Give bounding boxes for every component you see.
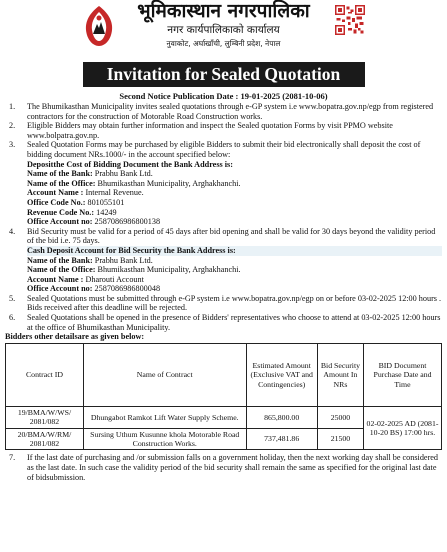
municipality-name: भूमिकास्थान नगरपालिका	[137, 0, 310, 22]
col-contract-id: Contract ID	[6, 343, 84, 406]
clause-1: 1. The Bhumikasthan Municipality invites sealed quotations through e-GP system i.e www.bopatra.gov.np/egp from registered contractors for the construction of Motorable Road Construction works.	[9, 102, 434, 121]
bidding-account-heading: Depositthe Cost of Bidding Document the Bank Address is:	[27, 159, 233, 169]
clause-3: 3. Sealed Quotation Forms may be purchased by eligible Bidders to submit their bid electronically shall deposit the cost of bidding document NRs.1000/- in the account specified below:	[9, 140, 421, 159]
contract-name-cell: Dhungabot Ramkot Lift Water Supply Scheme.	[83, 406, 246, 428]
bid-security-account: Cash Deposit Account for Bid Security the Bank Address is: Name of the Bank: Prabhu Bank Ltd. Name of the Office: Bhumikasthan Municipality, Arghakhanchi. Account Name : Dharouti Account Office Account no: 2587086986800048	[5, 246, 442, 294]
clause-4: 4. Bid Security must be valid for a period of 45 days after bid opening and shall be valid for 30 days beyond the validity period of the bid i.e. 75 days.	[9, 226, 436, 246]
clause-6: 6. Sealed Quotations shall be opened in the presence of Bidders' representatives who choose to attend at 03-02-2025 12:00 hours at the office of Bhumikasthan Municipality.	[9, 313, 441, 332]
bidders-details-heading: Bidders other detailsare as given below:	[5, 332, 145, 342]
office-address: नुवाकोट, अर्घाखाँची, लुम्बिनी प्रदेश, नेपाल	[166, 39, 281, 48]
clause-2: 2. Eligible Bidders may obtain further information and inspect the Sealed quotation Forms by visit PPMO website www.bolpatra.gov.np.	[9, 121, 393, 140]
amount-cell: 737,481.86	[246, 428, 317, 450]
security-cell: 25000	[317, 406, 363, 428]
security-cell: 21500	[317, 428, 363, 450]
purchase-date-cell: 02-02-2025 AD (2081-10-20 BS) 17:00 hrs.	[364, 406, 442, 450]
qr-code-icon	[335, 5, 365, 35]
security-account-heading: Cash Deposit Account for Bid Security the Bank Address is:	[27, 246, 442, 256]
nepal-emblem-icon	[83, 4, 115, 48]
col-purchase-date: BID Document Purchase Date and Time	[364, 343, 442, 406]
clause-7: 7. If the last date of purchasing and /or submission falls on a government holiday, then the next working day shall be considered as the last date. In such case the validity period of the bid security shall remain the same as specified for the original last date of bidsubmission.	[9, 453, 439, 482]
clause-5: 5. Sealed Quotations must be submitted through e-GP system i.e www.bopatra.gov.np/egp on or before 03-02-2025 12:00 hours . Bids received after this deadline will be rejected.	[9, 293, 442, 313]
notice-body	[5, 102, 442, 482]
notice-date: Second Notice Publication Date : 19-01-2025 (2081-10-06)	[119, 91, 328, 101]
notice-title: Invitation for Sealed Quotation	[83, 62, 365, 87]
table-header-row	[6, 343, 442, 406]
bidding-document-account: Depositthe Cost of Bidding Document the Bank Address is: Name of the Bank: Prabhu Bank Ltd. Name of the Office: Bhumikasthan Municipality, Arghakhanchi. Account Name : Internal Revenue. Office Code No.: 801055101 Revenue Code No.: 14249 Office Account no: 2587086986800138	[5, 160, 442, 227]
office-name: नगर कार्यपालिकाको कार्यालय	[167, 24, 280, 36]
contract-id-cell: 19/BMA/W/WS/ 2081/082	[6, 406, 84, 428]
contract-id-cell: 20/BMA/W/RM/ 2081/082	[6, 428, 84, 450]
letterhead	[5, 0, 442, 58]
col-contract-name: Name of Contract	[83, 343, 246, 406]
table-row	[6, 406, 442, 428]
col-bid-security: Bid Security Amount In NRs	[317, 343, 363, 406]
col-estimated-amount: Estimated Amount (Exclusive VAT and Contingencies)	[246, 343, 317, 406]
amount-cell: 865,800.00	[246, 406, 317, 428]
contracts-table	[5, 343, 442, 451]
contract-name-cell: Sursing Uthum Kusunne khola Motorable Road Construction Works.	[83, 428, 246, 450]
